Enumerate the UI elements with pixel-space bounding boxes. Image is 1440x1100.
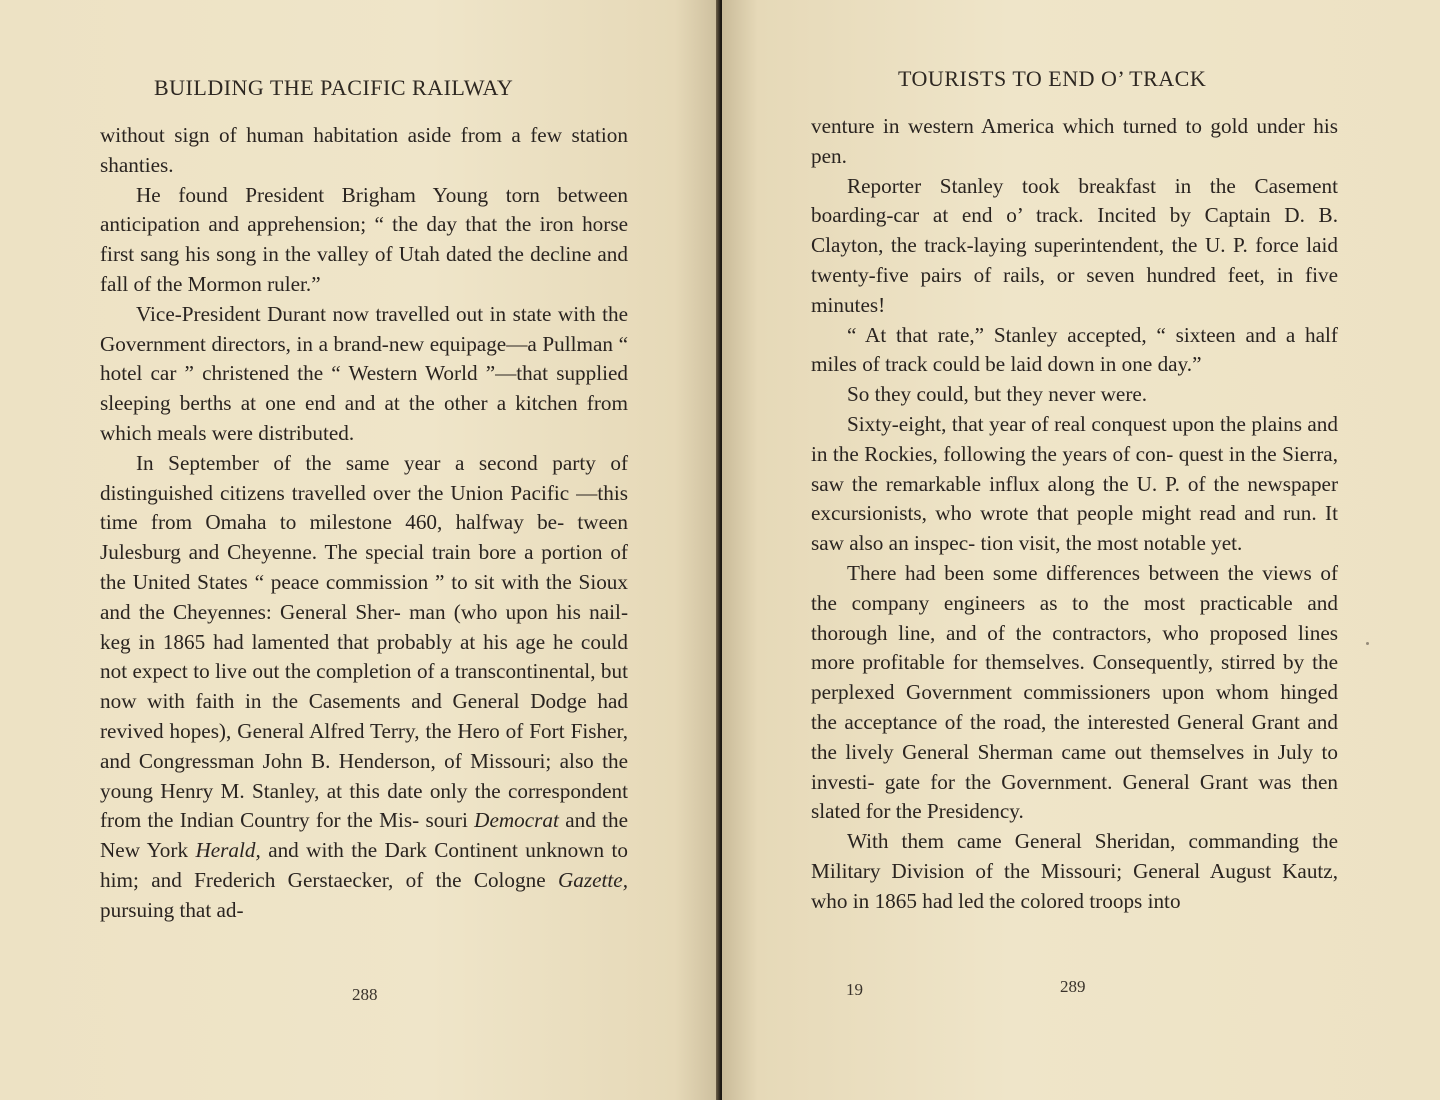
italic-democrat: Democrat [474,808,559,833]
left-paragraph-4-text-b: and the New York [100,808,629,863]
left-page [0,0,718,1100]
left-paragraph-4 [100,449,628,926]
right-text-block [811,112,1338,917]
left-text-block [100,121,628,926]
right-paragraph-3: “ At that rate,” Stanley accepted, “ sixteen and a half miles of track could be laid down in one day.” [811,322,1338,377]
paper-speck [1366,642,1369,645]
right-page [722,0,1440,1100]
right-running-head: TOURISTS TO END O’ TRACK [898,66,1207,91]
italic-gazette: Gazette, [557,867,628,892]
left-paragraph-4-text-d: pursuing that ad- [100,897,244,922]
italic-herald: Herald, [195,838,261,863]
left-page-number: 288 [352,985,378,1004]
right-page-number: 289 [1060,977,1086,996]
signature-mark: 19 [846,980,863,999]
left-paragraph-4-text-a: In September of the same year a second party of distinguished citizens travelled over the Union Pacific —this time from Omaha to milestone 460, halfway be- tween Julesburg and Cheyenne. The special train bore a portion of the United States “ peace commission ” to sit with the Sioux and the Cheyennes: General Sher- man (who upon his nail-keg in 1865 had lamented that probably at his age he could not expect to live out the completion of a transcontinental, but now with faith in the Casements and General Dodge had revived hopes), General Alfred Terry, the Hero of Fort Fisher, and Congressman John B. Henderson, of Missouri; also the young Henry M. Stanley, at this date only the correspondent from the Indian Country for the Mis- souri [100,450,628,833]
left-paragraph-2: He found President Brigham Young torn between anticipation and apprehension; “ the day that the iron horse first sang his song in the valley of Utah dated the decline and fall of the Mormon ruler.” [100,182,628,296]
left-running-head: BUILDING THE PACIFIC RAILWAY [154,75,514,100]
right-paragraph-1: venture in western America which turned to gold under his pen. [811,114,1338,168]
left-paragraph-1: without sign of human habitation aside from a few station shanties. [100,123,628,177]
right-paragraph-5: Sixty-eight, that year of real conquest upon the plains and in the Rockies, following the years of con- quest in the Sierra, saw the remarkable influx along the U. P. of the newspaper excursionists, who wrote that people might read and run. It saw also an inspec- tion visit, the most notable yet. [811,411,1338,556]
left-paragraph-4-text-c: and with the Dark Continent unknown to him; and Frederich Gerstaecker, of the Cologne [100,838,628,892]
right-paragraph-6: There had been some differences between the views of the company engineers as to the most practicable and thorough line, and of the contractors, who proposed lines more profitable for themselves. Consequently, stirred by the perplexed Government commissioners upon whom hinged the acceptance of the road, the interested General Grant and the lively General Sherman came out themselves in July to investi- gate for the Government. General Grant was then slated for the Presidency. [811,560,1338,824]
left-paragraph-3: Vice-President Durant now travelled out in state with the Government directors, in a brand-new equipage—a Pullman “ hotel car ” christened the “ Western World ”—that supplied sleeping berths at one end and at the other a kitchen from which meals were distributed. [100,301,628,445]
right-paragraph-2: Reporter Stanley took breakfast in the Casement boarding-car at end o’ track. Incited by Captain D. B. Clayton, the track-laying superintendent, the U. P. force laid twenty-five pairs of rails, or seven hundred feet, in five minutes! [811,173,1338,317]
right-paragraph-4: So they could, but they never were. [847,382,1148,407]
right-paragraph-7: With them came General Sheridan, commanding the Military Division of the Missouri; General August Kautz, who in 1865 had led the colored troops into [811,829,1338,913]
